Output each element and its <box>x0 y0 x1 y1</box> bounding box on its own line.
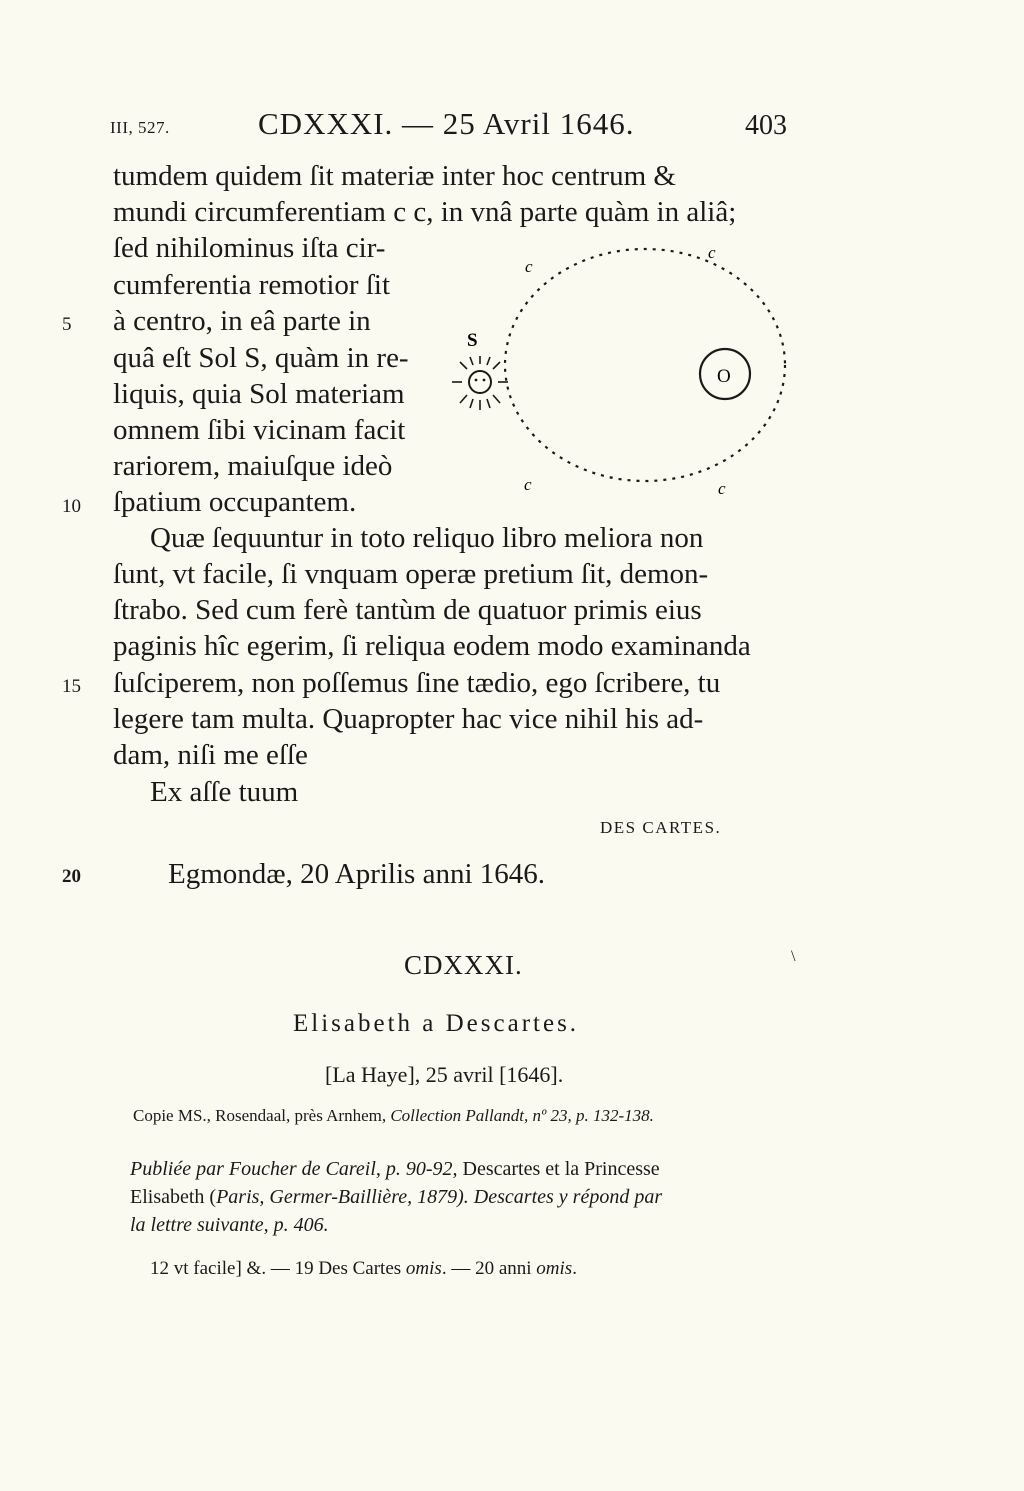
text-line: ſuſciperem, non poſſemus ſine tædio, ego ſcribere, tu <box>113 667 721 699</box>
signature: DES CARTES. <box>600 818 722 837</box>
line-number: 15 <box>62 676 81 697</box>
text-line: ſpatium occupantem. <box>113 486 357 518</box>
closing-formula: Ex aſſe tuum <box>150 776 299 808</box>
diagram-label-sun: S <box>467 330 478 351</box>
publication-line <box>130 1158 660 1181</box>
volume-reference: III, 527. <box>110 118 170 137</box>
text-line: legere tam multa. Quapropter hac vice nihil his ad- <box>113 703 704 735</box>
letter-date: [La Haye], 25 avril [1646]. <box>325 1062 564 1087</box>
copy-source-collection: Collection Pallandt, nº 23, p. 132-138. <box>390 1106 654 1125</box>
line-number: 5 <box>62 314 72 335</box>
cosmology-diagram <box>440 232 810 502</box>
text-line: mundi circumferentiam c c, in vnâ parte quàm in aliâ; <box>113 196 737 228</box>
publication-plain: Elisabeth ( <box>130 1186 217 1208</box>
sun-icon <box>452 356 508 410</box>
diagram-label-c: c <box>524 475 532 494</box>
text-line: ſtrabo. Sed cum ferè tantùm de quatuor primis eius <box>113 594 702 626</box>
note-text: 12 vt facile] &. — 19 Des Cartes <box>150 1258 406 1279</box>
note-text: . — 20 anni <box>441 1258 537 1279</box>
note-italic: omis <box>405 1258 442 1279</box>
publication-italic: Paris, Germer-Baillière, 1879). Descartes y répond par <box>216 1186 663 1208</box>
publication-italic: la lettre suivante, p. 406. <box>130 1214 329 1236</box>
publication-line <box>130 1186 662 1209</box>
letter-number: CDXXXI. <box>404 950 523 980</box>
text-line: paginis hîc egerim, ſi reliqua eodem modo examinanda <box>113 630 751 662</box>
text-line: à centro, in eâ parte in <box>113 305 371 337</box>
text-line: dam, niſi me eſſe <box>113 739 308 771</box>
stray-mark: \ <box>791 948 796 965</box>
letter-header-title: CDXXXI. — 25 Avril 1646. <box>258 106 635 141</box>
text-line: cumferentia remotior ſit <box>113 269 391 301</box>
text-line: Quæ ſequuntur in toto reliquo libro meliora non <box>150 522 704 554</box>
text-line: ſed nihilominus iſta cir- <box>113 232 386 264</box>
text-line: omnem ſibi vicinam facit <box>113 414 406 446</box>
publication-line <box>130 1214 329 1237</box>
text-line: tumdem quidem ſit materiæ inter hoc centrum & <box>113 160 676 192</box>
diagram-label-c: c <box>718 479 726 498</box>
diagram-label-c: c <box>708 243 716 262</box>
text-line: rariorem, maiuſque ideò <box>113 450 393 482</box>
note-italic: omis <box>536 1258 573 1279</box>
circumference-ellipse <box>505 249 785 481</box>
text-line: liquis, quia Sol materiam <box>113 378 405 410</box>
page-number: 403 <box>745 110 787 141</box>
letter-title: Elisabeth a Descartes. <box>293 1010 580 1037</box>
diagram-label-centre: O <box>717 366 731 387</box>
line-number: 10 <box>62 496 81 517</box>
diagram-label-c: c <box>525 257 533 276</box>
note-text: . <box>572 1258 577 1279</box>
copy-source <box>133 1106 654 1126</box>
publication-italic: Publiée par Foucher de Careil, p. 90-92, <box>130 1158 458 1180</box>
copy-source-place: Copie MS., Rosendaal, près Arnhem, <box>133 1106 387 1125</box>
line-number: 20 <box>62 866 81 887</box>
critical-notes <box>150 1258 577 1280</box>
dateline: Egmondæ, 20 Aprilis anni 1646. <box>168 858 545 890</box>
text-line: ſunt, vt facile, ſi vnquam operæ pretium ſit, demon- <box>113 558 709 590</box>
publication-plain: Descartes et la Princesse <box>457 1158 660 1180</box>
text-line: quâ eſt Sol S, quàm in re- <box>113 342 409 374</box>
